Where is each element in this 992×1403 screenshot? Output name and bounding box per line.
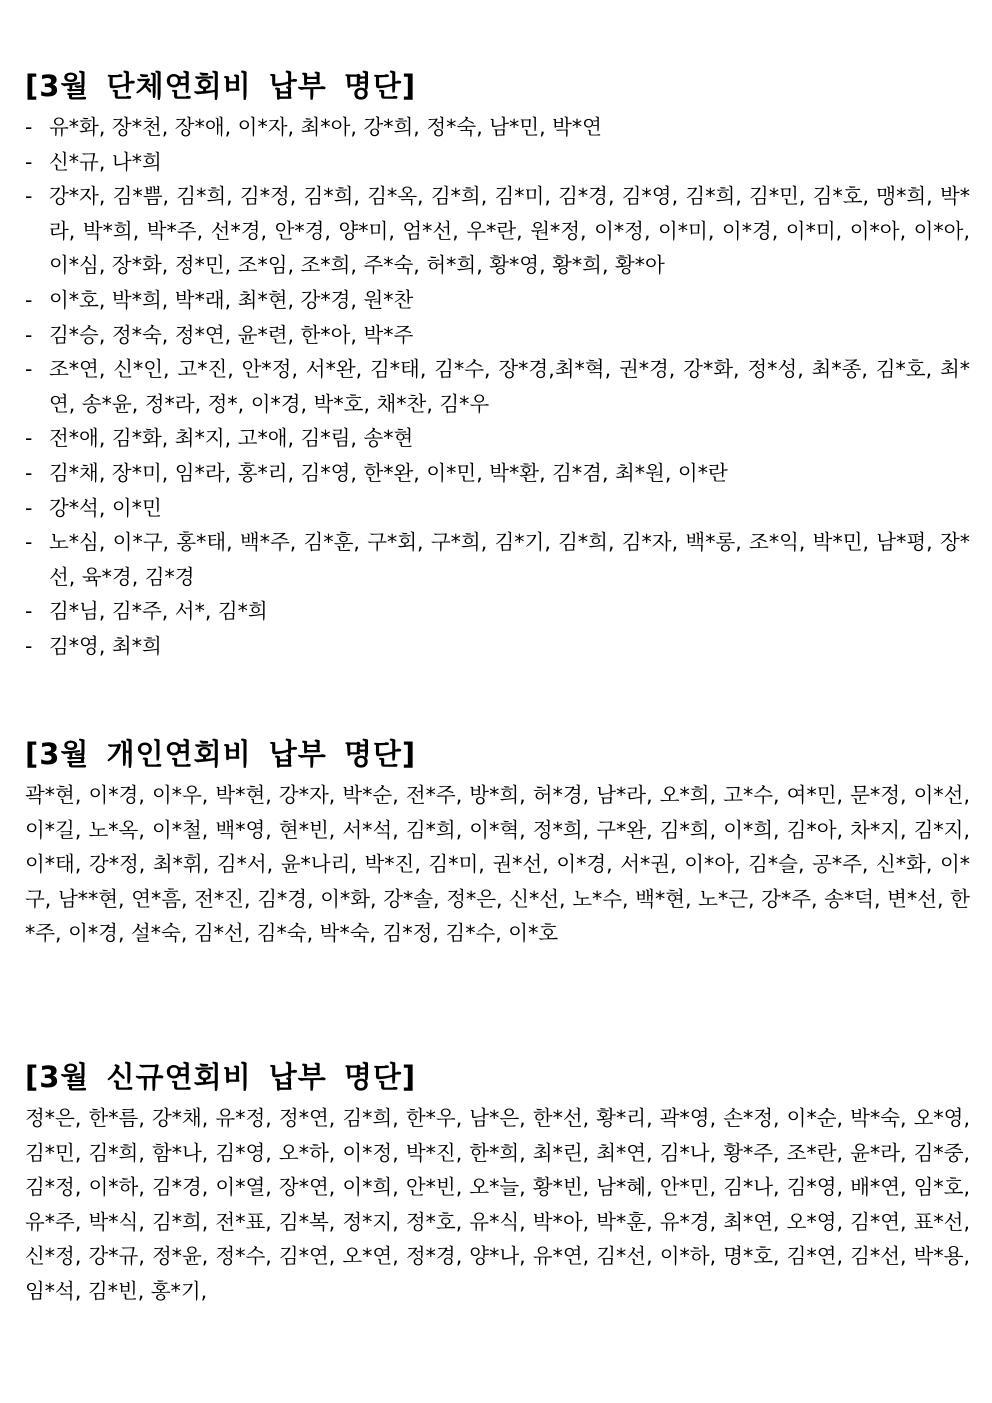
personal-fee-names: 곽*현, 이*경, 이*우, 박*현, 강*자, 박*순, 전*주, 방*희, 허*경, 남*라, 오*희, 고*수, 여*민, 문*정, 이*선, 이*길, 노*옥, 이*철, 백*영, 현*빈, 서*석, 김*희, 이*혁, 정*희, 구*완, 김*희, 이*희, 김*아, 차*지, 김*지, 이*태, 강*정, 최*휘, 김*서, 윤*나리, 박*진, 김*미, 권*선, 이*경, 서*권, 이*아, 김*슬, 공*주, 신*화, 이*구, 남**현, 연*흠, 전*진, 김*경, 이*화, 강*솔, 정*은, 신*선, 노*수, 백*현, 노*근, 강*주, 송*덕, 변*선, 한*주, 이*경, 설*숙, 김*선, 김*숙, 박*숙, 김*정, 김*수, 이*호 (25, 783, 970, 946)
list-item (25, 629, 970, 664)
list-item (25, 456, 970, 491)
dash-marker: - (25, 495, 33, 520)
group-names: 김*영, 최*희 (49, 633, 162, 658)
group-fee-section (25, 62, 970, 664)
dash-marker: - (25, 184, 33, 209)
dash-marker: - (25, 322, 33, 347)
list-item (25, 283, 970, 318)
dash-marker: - (25, 599, 33, 624)
dash-marker: - (25, 115, 33, 139)
list-item (25, 594, 970, 629)
group-names: 신*규, 나*희 (49, 149, 162, 174)
new-fee-names: 정*은, 한*름, 강*채, 유*정, 정*연, 김*희, 한*우, 남*은, 한*선, 황*리, 곽*영, 손*정, 이*순, 박*숙, 오*영, 김*민, 김*희, 함*나, 김*영, 오*하, 이*정, 박*진, 한*희, 최*린, 최*연, 김*나, 황*주, 조*란, 윤*라, 김*중, 김*정, 이*하, 김*경, 이*열, 장*연, 이*희, 안*빈, 오*늘, 황*빈, 남*혜, 안*민, 김*나, 김*영, 배*연, 임*호, 유*주, 박*식, 김*희, 전*표, 김*복, 정*지, 정*호, 유*식, 박*아, 박*훈, 유*경, 최*연, 오*영, 김*연, 표*선, 신*정, 강*규, 정*윤, 정*수, 김*연, 오*연, 정*경, 양*나, 유*연, 김*선, 이*하, 명*호, 김*연, 김*선, 박*용, 임*석, 김*빈, 홍*기, (25, 1106, 970, 1303)
new-fee-heading: [3월 신규연회비 납부 명단] (25, 1060, 417, 1094)
dash-marker: - (25, 426, 33, 451)
group-names: 김*승, 정*숙, 정*연, 윤*련, 한*아, 박*주 (49, 322, 414, 347)
group-names: 이*호, 박*희, 박*래, 최*현, 강*경, 원*찬 (49, 287, 414, 312)
dash-marker: - (25, 530, 33, 555)
dash-marker: - (25, 357, 33, 382)
group-names: 강*자, 김*쁨, 김*희, 김*정, 김*희, 김*옥, 김*희, 김*미, 김*경, 김*영, 김*희, 김*민, 김*호, 맹*희, 박*라, 박*희, 박*주, 선*경, 안*경, 양*미, 엄*선, 우*란, 원*정, 이*정, 이*미, 이*경, 이*미, 이*아, 이*아, 이*심, 장*화, 정*민, 조*임, 조*희, 주*숙, 허*희, 황*영, 황*희, 황*아 (49, 184, 970, 278)
group-names: 김*채, 장*미, 임*라, 홍*리, 김*영, 한*완, 이*민, 박*환, 김*겸, 최*원, 이*란 (49, 460, 728, 485)
list-item (25, 145, 970, 180)
group-names: 강*석, 이*민 (49, 495, 162, 520)
group-names: 조*연, 신*인, 고*진, 안*정, 서*완, 김*태, 김*수, 장*경,최*혁, 권*경, 강*화, 정*성, 최*종, 김*호, 최*연, 송*윤, 정*라, 정*, 이*경, 박*호, 채*찬, 김*우 (49, 357, 970, 416)
new-fee-section (25, 1053, 970, 1309)
group-names: 김*님, 김*주, 서*, 김*희 (49, 599, 268, 624)
dash-marker: - (25, 149, 33, 174)
dash-marker: - (25, 460, 33, 485)
group-fee-heading: [3월 단체연회비 납부 명단] (25, 69, 417, 103)
group-names: 전*애, 김*화, 최*지, 고*애, 김*림, 송*현 (49, 426, 414, 451)
list-item (25, 352, 970, 421)
dash-marker: - (25, 287, 33, 312)
group-fee-list (25, 110, 970, 664)
list-item (25, 179, 970, 283)
list-item (25, 110, 970, 145)
list-item (25, 318, 970, 353)
personal-fee-heading: [3월 개인연회비 납부 명단] (25, 737, 417, 771)
list-item (25, 491, 970, 526)
list-item (25, 421, 970, 456)
group-names: 유*화, 장*천, 장*애, 이*자, 최*아, 강*희, 정*숙, 남*민, 박*연 (49, 115, 602, 139)
group-names: 노*심, 이*구, 홍*태, 백*주, 김*훈, 구*회, 구*희, 김*기, 김*희, 김*자, 백*롱, 조*익, 박*민, 남*평, 장*선, 육*경, 김*경 (49, 530, 970, 589)
personal-fee-section (25, 730, 970, 951)
list-item (25, 525, 970, 594)
dash-marker: - (25, 633, 33, 658)
